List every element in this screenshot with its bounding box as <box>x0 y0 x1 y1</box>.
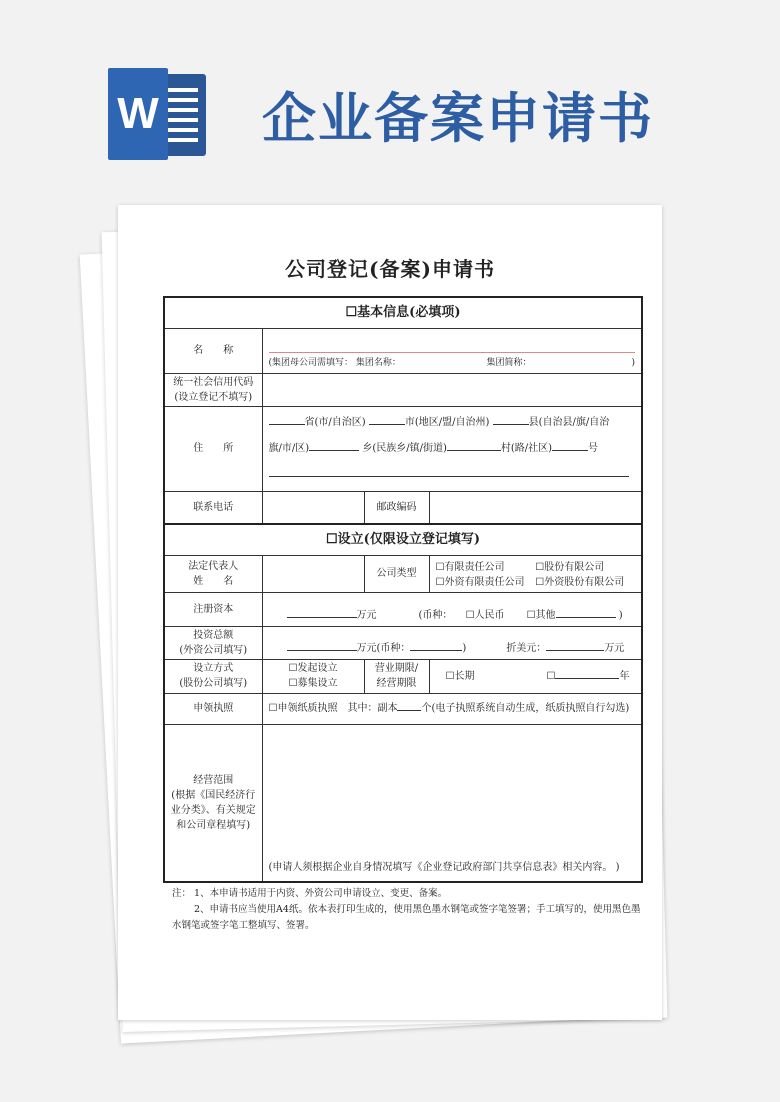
address-label: 住 所 <box>164 406 262 491</box>
capital-label: 注册资本 <box>164 592 262 626</box>
invest-label: 投资总额 (外资公司填写) <box>164 626 262 659</box>
phone-field[interactable] <box>262 491 364 524</box>
type-checkbox[interactable]: ☐外资股份有限公司 <box>535 576 625 588</box>
scope-field[interactable]: (申请人须根据企业自身情况填写《企业登记政府部门共享信息表》相关内容。 ) <box>262 724 642 882</box>
credit-code-label: 统一社会信用代码 (设立登记不填写) <box>164 373 262 406</box>
footnotes: 注： 1、本申请书适用于内资、外资公司申请设立、变更、备案。 2、申请书应当使用A4纸。依本表打印生成的，使用黑色墨水钢笔或签字笔签署；手工填写的，使用黑色墨水钢笔或签字笔工整填写、签署。 <box>172 888 641 931</box>
license-field[interactable]: ☐申领纸质执照 其中：副本 个(电子执照系统自动生成，纸质执照自行勾选) <box>262 693 642 724</box>
postal-label: 邮政编码 <box>364 491 429 524</box>
type-label: 公司类型 <box>364 555 429 592</box>
credit-code-field[interactable] <box>262 373 642 406</box>
company-type-options <box>430 556 642 590</box>
type-checkbox[interactable]: ☐股份有限公司 <box>535 561 605 573</box>
name-label: 名 称 <box>164 328 262 373</box>
phone-label: 联系电话 <box>164 491 262 524</box>
name-field[interactable]: (集团母公司需填写： 集团名称： 集团简称： ) <box>262 328 642 373</box>
section-basic-header: ☐基本信息(必填项) <box>164 297 642 328</box>
postal-field[interactable] <box>429 491 642 524</box>
method-label: 设立方式 (股份公司填写) <box>164 659 262 693</box>
section-setup-header: ☐设立(仅限设立登记填写) <box>164 524 642 555</box>
word-logo-icon: W <box>108 68 206 160</box>
rep-field[interactable] <box>262 555 364 592</box>
invest-field[interactable]: 万元(币种： ) 折美元： 万元 <box>262 626 642 659</box>
method-options[interactable]: ☐发起设立 ☐募集设立 <box>262 659 364 693</box>
banner-title: 企业备案申请书 <box>262 87 654 150</box>
term-field[interactable]: ☐长期 ☐ 年 <box>429 659 642 693</box>
term-label: 营业期限/ 经营期限 <box>364 659 429 693</box>
application-form <box>163 296 643 883</box>
scope-label: 经营范围 (根据《国民经济行业分类》、有关规定和公司章程填写) <box>164 724 262 882</box>
type-checkbox[interactable]: ☐有限责任公司 <box>435 561 505 573</box>
document-title: 公司登记(备案)申请书 <box>285 257 495 281</box>
rep-label: 法定代表人 姓 名 <box>164 555 262 592</box>
capital-field[interactable]: 万元 (币种： ☐人民币 ☐其他 ) <box>262 592 642 626</box>
license-label: 申领执照 <box>164 693 262 724</box>
address-field[interactable]: 省(市/自治区) 市(地区/盟/自治州) 县(自治县/旗/自治 旗/市/区) 乡(民族乡/镇/街道) 村(路/社区) 号 <box>262 406 642 491</box>
type-checkbox[interactable]: ☐外资有限责任公司 <box>435 576 525 588</box>
banner <box>0 0 780 200</box>
